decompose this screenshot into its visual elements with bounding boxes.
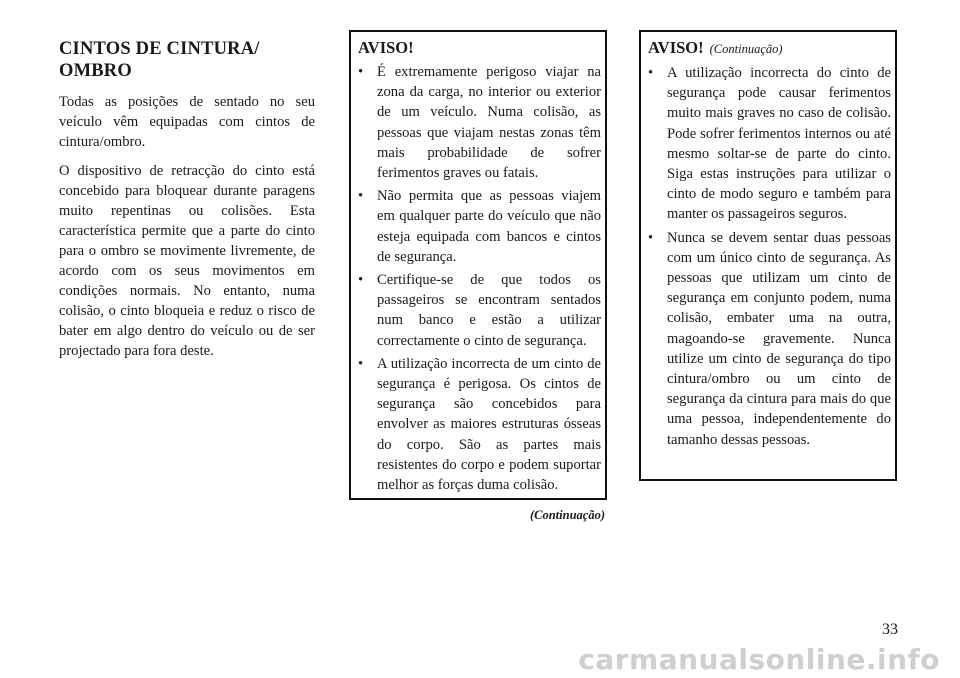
warning-item: • É extremamente perigoso viajar na zona da carga, no interior ou exterior de um veículo. Numa colisão, as pessoas que viajam nestas zonas têm mais probabilidade de sofrer ferimentos graves ou fatais. [358, 62, 601, 183]
warning-box-2 [639, 30, 897, 481]
right-column [639, 30, 897, 481]
heading-line-2: OMBRO [59, 61, 132, 81]
warning-item: • A utilização incorrecta de um cinto de segurança é perigosa. Os cintos de segurança são concebidos para envolver as maiores estruturas ósseas do corpo. São as partes mais resistentes do corpo e podem suportar melhor as forças duma colisão. [358, 354, 601, 495]
continued-inline-label: (Continuação) [709, 42, 783, 56]
section-heading [59, 38, 315, 82]
warning-title: AVISO! [358, 38, 414, 57]
retractor-paragraph: O dispositivo de retracção do cinto está concebido para bloquear durante paragens muito repentinas ou colisões. Esta característica permite que a parte do cinto para o ombro se movimente livremente, de acordo com os seus movimentos em condições normais. No entanto, numa colisão, o cinto bloqueia e reduz o risco de bater em algo dentro do veículo ou de ser projectado para fora deste. [59, 163, 315, 359]
warning-item: • A utilização incorrecta do cinto de segurança pode causar ferimentos muito mais graves no caso de colisão. Pode sofrer ferimentos internos ou até mesmo soltar-se de parte do cinto. Siga estas instruções para utilizar o cinto de modo seguro e também para manter os passageiros seguros. [648, 63, 891, 225]
warning-box-1 [349, 30, 607, 500]
continued-label: (Continuação) [529, 508, 605, 522]
warning-item: • Certifique-se de que todos os passageiros se encontram sentados num banco e estão a utilizar correctamente o cinto de segurança. [358, 270, 601, 351]
warning-title-text: AVISO! [648, 38, 704, 57]
warning-list [648, 63, 891, 450]
heading-line-1: CINTOS DE CINTURA/ [59, 39, 260, 59]
warning-title-continued [648, 38, 891, 59]
left-column [57, 30, 315, 370]
middle-column [349, 30, 607, 523]
intro-paragraph: Todas as posições de sentado no seu veículo vêm equipadas com cintos de cintura/ombro. [59, 94, 315, 150]
page-number: 33 [882, 621, 898, 638]
warning-item: • Não permita que as pessoas viajem em qualquer parte do veículo que não esteja equipada com bancos e cintos de segurança. [358, 186, 601, 267]
site-watermark: carmanualsonline.info [578, 643, 940, 676]
warning-item: • Nunca se devem sentar duas pessoas com um único cinto de segurança. As pessoas que utilizam um cinto de segurança em conjunto podem, numa colisão, embater uma na outra, magoando-se gravemente. Nunca utilize um cinto de segurança do tipo cintura/ombro ou um cinto de segurança da cintura para mais do que uma pessoa, independentemente do tamanho dessas pessoas. [648, 228, 891, 450]
warning-list [358, 62, 601, 495]
